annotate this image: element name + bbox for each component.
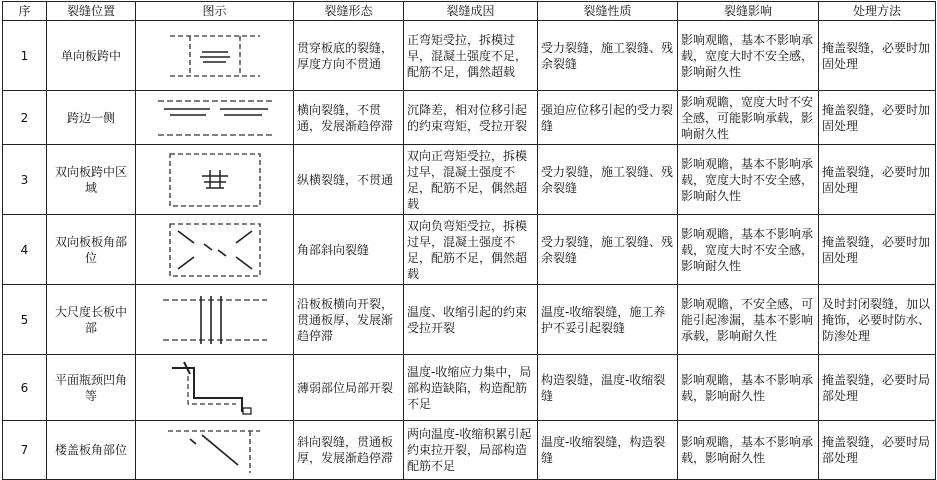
table-row [3, 215, 936, 285]
crack-location: 楼盖板角部位 [47, 421, 136, 480]
crack-figure [136, 421, 294, 480]
crack-location: 平面瓶颈凹角等 [47, 355, 136, 421]
crack-cause: 温度-收缩应力集中，局部构造缺陷，构造配筋不足 [404, 355, 538, 421]
treatment-method: 掩盖裂缝，必要时加固处理 [819, 91, 936, 145]
treatment-method: 掩盖裂缝，必要时局部处理 [819, 421, 936, 480]
crack-shape: 纵横裂缝，不贯通 [294, 145, 404, 215]
crack-nature: 受力裂缝，施工裂缝、残余裂缝 [538, 21, 678, 91]
crack-effect: 影响观瞻，基本不影响承载，宽度大时不安全感，影响耐久性 [678, 145, 819, 215]
crack-cause: 温度、收缩引起的约束受拉开裂 [404, 285, 538, 355]
span-edge-crack-diagram [150, 95, 280, 141]
crack-figure [136, 285, 294, 355]
treatment-method: 掩盖裂缝，必要时加固处理 [819, 215, 936, 285]
table-row [3, 145, 936, 215]
crack-effect: 影响观瞻，基本不影响承载，宽度大时不安全感，影响耐久性 [678, 21, 819, 91]
header-no: 序 [3, 2, 47, 21]
crack-cause: 正弯矩受拉，拆模过早，混凝土强度不足，配筋不足，偶然超载 [404, 21, 538, 91]
one-way-slab-midspan-crack-diagram [160, 28, 270, 84]
floor-slab-corner-crack-diagram [160, 423, 270, 477]
header-method: 处理方法 [819, 2, 936, 21]
crack-shape: 角部斜向裂缝 [294, 215, 404, 285]
crack-shape: 薄弱部位局部开裂 [294, 355, 404, 421]
row-number: 1 [3, 21, 47, 91]
table-row [3, 21, 936, 91]
treatment-method: 及时封闭裂缝，加以掩饰，必要时防水、防渗处理 [819, 285, 936, 355]
crack-shape: 沿板板横向开裂，贯通板厚，发展渐趋停滞 [294, 285, 404, 355]
header-row [3, 2, 936, 21]
table-row [3, 91, 936, 145]
header-location: 裂缝位置 [47, 2, 136, 21]
crack-figure [136, 355, 294, 421]
long-slab-middle-crack-diagram [155, 288, 275, 352]
crack-figure [136, 215, 294, 285]
table-row [3, 285, 936, 355]
header-effect: 裂缝影响 [678, 2, 819, 21]
header-nature: 裂缝性质 [538, 2, 678, 21]
crack-nature: 温度-收缩裂缝，施工养护不妥引起裂缝 [538, 285, 678, 355]
crack-location: 大尺度长板中部 [47, 285, 136, 355]
crack-cause: 双向负弯矩受拉，拆模过早，混凝土强度不足，配筋不足，偶然超载 [404, 215, 538, 285]
crack-location: 双向板板角部位 [47, 215, 136, 285]
crack-nature: 构造裂缝，温度-收缩裂缝 [538, 355, 678, 421]
crack-effect: 影响观瞻，基本不影响承载，影响耐久性 [678, 355, 819, 421]
two-way-slab-corner-crack-diagram [160, 218, 270, 282]
header-shape: 裂缝形态 [294, 2, 404, 21]
crack-figure [136, 91, 294, 145]
row-number: 6 [3, 355, 47, 421]
table-row [3, 421, 936, 480]
crack-cause: 双向正弯矩受拉，拆模过早，混凝土强度不足，配筋不足，偶然超载 [404, 145, 538, 215]
crack-effect: 影响观瞻，不安全感，可能引起渗漏，基本不影响承载，影响耐久性 [678, 285, 819, 355]
crack-effect: 影响观瞻，宽度大时不安全感，可能影响承载，影响耐久性 [678, 91, 819, 145]
crack-shape: 贯穿板底的裂缝，厚度方向不贯通 [294, 21, 404, 91]
re-entrant-corner-crack-diagram [160, 358, 270, 418]
crack-table [2, 1, 936, 480]
crack-location: 双向板跨中区域 [47, 145, 136, 215]
crack-nature: 受力裂缝，施工裂缝、残余裂缝 [538, 215, 678, 285]
crack-location: 跨边一侧 [47, 91, 136, 145]
two-way-slab-midspan-crack-diagram [160, 148, 270, 212]
header-cause: 裂缝成因 [404, 2, 538, 21]
treatment-method: 掩盖裂缝，必要时局部处理 [819, 355, 936, 421]
crack-nature: 强迫应位移引起的受力裂缝 [538, 91, 678, 145]
crack-cause: 沉降差，相对位移引起的约束弯矩，受拉开裂 [404, 91, 538, 145]
crack-effect: 影响观瞻，基本不影响承载，宽度大时不安全感，影响耐久性 [678, 215, 819, 285]
treatment-method: 掩盖裂缝，必要时加固处理 [819, 145, 936, 215]
crack-figure [136, 21, 294, 91]
header-figure: 图示 [136, 2, 294, 21]
crack-location: 单向板跨中 [47, 21, 136, 91]
row-number: 3 [3, 145, 47, 215]
row-number: 4 [3, 215, 47, 285]
treatment-method: 掩盖裂缝，必要时加固处理 [819, 21, 936, 91]
crack-shape: 斜向裂缝，贯通板厚，发展渐趋停滞 [294, 421, 404, 480]
crack-shape: 横向裂缝，不贯通，发展渐趋停滞 [294, 91, 404, 145]
crack-figure [136, 145, 294, 215]
crack-cause: 两向温度-收缩积累引起约束拉开裂，局部构造配筋不足 [404, 421, 538, 480]
row-number: 2 [3, 91, 47, 145]
crack-nature: 受力裂缝，施工裂缝、残余裂缝 [538, 145, 678, 215]
crack-nature: 温度-收缩裂缝，构造裂缝 [538, 421, 678, 480]
row-number: 5 [3, 285, 47, 355]
crack-effect: 影响观瞻，基本不影响承载，影响耐久性 [678, 421, 819, 480]
table-row [3, 355, 936, 421]
row-number: 7 [3, 421, 47, 480]
